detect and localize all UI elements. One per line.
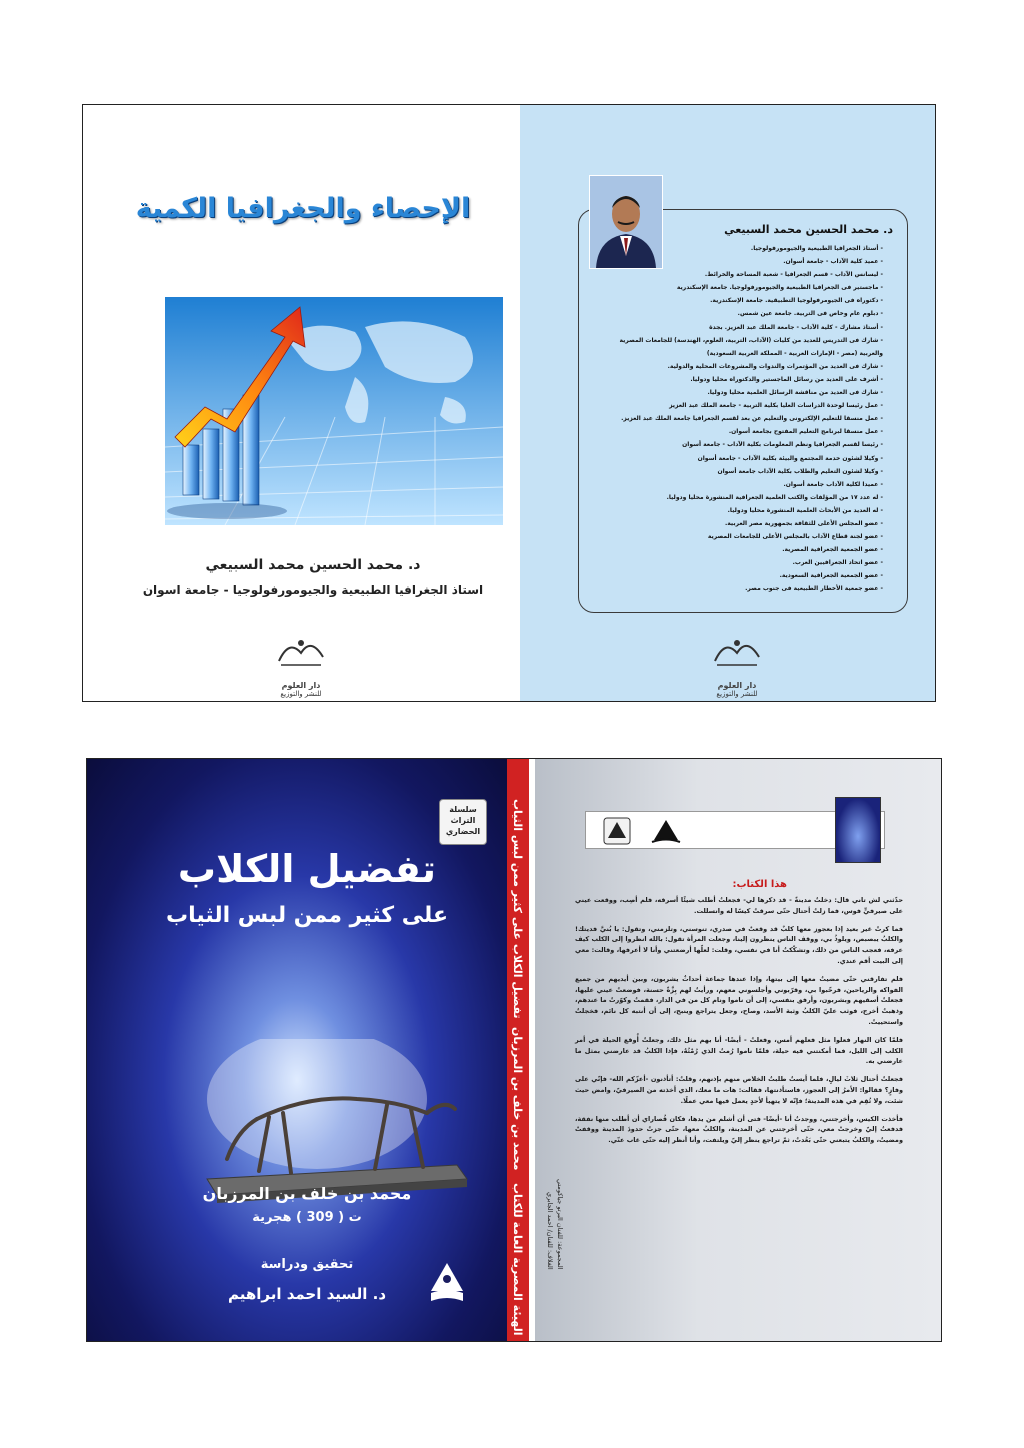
bio-item: - عميدا لكلية الآداب جامعة أسوان.: [783, 480, 883, 488]
book-title: تفضيل الكلاب: [177, 847, 437, 891]
publisher-name: دار العلوم: [717, 681, 757, 690]
bio-item: - ليسانس الآداب - قسم الجغرافيا - شعبة المساحة والخرائط.: [704, 271, 883, 279]
bio-item: - أشرف على العديد من رسائل الماجستير والدكتوراه محليا ودوليا.: [690, 375, 883, 383]
series-logo: سلسلة التراث الحضاري: [439, 799, 487, 845]
about-paragraph: فأخذت الكيس، وأخرجتني، ووجدتُ أنا -أيضًا- فتى أن أشلم من يدها، فكان قُصاراي أن أطلب منها نفقة، فدفعتُ إليّ وخرجتْ معي، حتّى أخرجتني عن المدينة، والكلبُ معها، حتّى جزتُ حدودَ المدينة ووقفتْ ومضيتُ، والكلبُ يتبعني حتّى بَعُدتُ، ثمّ تراجع ينظر إليّ ويلتفت، وأنا أنظر إليه حتّى غاب عنّي.: [575, 1114, 903, 1145]
growth-chart-illustration: [165, 297, 503, 525]
author-title: استاذ الجغرافيا الطبيعية والجيومورفولوجيا - جامعة اسوان: [142, 583, 484, 597]
gebo-logo-icon: [427, 1261, 467, 1303]
bio-item: - وكيلا لشئون خدمة المجتمع والبيئة بكلية الآداب - جامعة أسوان: [697, 454, 883, 462]
bio-item: - دبلوم عام وخاص فى التربية. جامعة عين شمس.: [737, 310, 883, 318]
bio-item: - وكيلا لشئون التعليم والطلاب بكلية الآداب جامعة أسوان: [717, 467, 883, 475]
editor-name: د. السيد احمد ابراهيم: [227, 1285, 387, 1303]
bio-item: والعربية (مصر - الإمارات العربية - المملكة العربية السعودية): [706, 349, 883, 357]
about-text: [575, 895, 903, 1153]
about-paragraph: فجعلتُ أحتال ثلاثَ ليالٍ، فلما أيستُ طلبتُ الخلاص منهم بإذنهم، وقلتُ: أتأذنون -أعزّكم الله- فإنّي على وفازٍ؟ فقالوا: الأمرُ إلى العجوز، فاستأذنتها، فقالت: هات ما معك، الذي أخذته من الصيرفيّ، وامض حيث شئت، ولا تُقِم في هذه المدينة؛ فإنّه لا يتهيأ لأحدٍ يعمل فيها معي عملًا.: [575, 1075, 903, 1105]
bio-item: - عمل منسقا للتعليم الإلكترونى والتعليم عن بعد لقسم الجغرافيا جامعة الملك عبد العزيز.: [621, 415, 883, 423]
bio-item: - عضو اتحاد الجغرافيين العرب.: [792, 559, 883, 567]
book-cover-statistics: [82, 104, 936, 702]
publisher-logo-icon: [707, 625, 767, 677]
cover-credits: [545, 1179, 565, 1270]
about-paragraph: حدّثني لش تاني قال: دخلتُ مدينةً - قد ذكرها لي- فجعلتُ أطلب شيئًا أسرقه، فلم أصِب، ووقعت عيني على صيرفيٍّ فوس، فما زلتُ أحتال حتّى سرقتُ كيسًا له وانسللت.: [575, 896, 903, 915]
bio-item: - عميد كلية الآداب - جامعة أسوان.: [783, 258, 883, 266]
mini-cover-thumbnail: [835, 797, 881, 863]
death-date: ت ( 309 ) هجرية: [252, 1210, 362, 1225]
bio-item: - رئيسا لقسم الجغرافيا ونظم المعلومات بكلية الآداب - جامعة أسوان: [682, 441, 883, 449]
spine-author: محمد بن خلف بن المرزبان: [511, 1027, 524, 1171]
about-paragraph: فلم تفارقني حتّى مضيتُ معها إلى بيتها، وإذا عندها جماعة أحداثٌ يشربون، وبين أيديهم من جميع الفواكه والرياحين، فرحّبوا بي، وقرّبوني وأجلسوني معهم، ورأيتُ لهم بِزَّةً حسنة، فوضعتُ عيني عليها، فجعلتُ أسقيهم وبشربون، وأرفق بنفسي، إلى أن ناموا ونام كل من في الدار، فقمتُ وكوّرتُ ما عندهم، وذهبتُ أخرج، فوثب عليّ الكلبُ وثبة الأسد، وصاح، وجعل يتراجع وينبح، إلى أن أنتبه كل نائم، فخجلتُ واستحييتُ.: [575, 974, 903, 1026]
bio-item: - له عدد ١٧ من المؤلفات والكتب العلمية الجغرافية المنشورة محليا ودوليا.: [666, 493, 883, 501]
publisher-logo-icon: [271, 625, 331, 677]
spine-publisher: الهيئة المصرية العامة للكتاب: [511, 1183, 524, 1336]
publisher-subtitle: للنشر والتوزيع: [716, 690, 758, 698]
book-subtitle: على كثير ممن لبس الثياب: [166, 903, 448, 928]
bio-item: - ماجستير فى الجغرافيا الطبيعية والجيومورفولوجيا. جامعة الإسكندرية: [676, 284, 883, 292]
credit-line: الغلاف: للفنان/ احمد الجابري: [546, 1191, 554, 1270]
biography-list: [583, 242, 883, 596]
book-title: الإحصاء والجغرافيا الكمية: [135, 193, 471, 224]
bio-item: - شارك فى العديد من المؤتمرات والندوات والمشروعات المحلية والدولية.: [667, 362, 883, 370]
bio-item: - عضو جمعية الأخطار الطبيعية فى جنوب مصر.: [745, 585, 883, 593]
about-paragraph: فما كرتُ غير بعيد إذا بعجوز معها كلبٌ قد وقعتْ في صدري، تنوسني، وتلزمني، وتقول: يا بُنيَّ فديتك! والكلبُ يبصبص، ويلوذُ بي، ووقف الناس ينظرون إلينا، وجعلت المرأة تقول: بالله انظروا إلى الكلب كيف عرفه، فعجب الناس من ذلك، وتشكّكتُ أنا في نفسي، وقلت: لعلّها أرضعتني وأنا لا أعرفها، وقالت: معي إلى البيت أقم عندي.: [575, 924, 903, 965]
publisher-logo-back: [707, 625, 767, 698]
bio-item: - شارك فى العديد من مناقشة الرسائل العلمية محليا ودوليا.: [707, 389, 883, 397]
bio-item: - دكتوراه فى الجيومرفولوجيا التطبيقية. جامعة الإسكندرية.: [710, 297, 883, 305]
bio-item: - عمل منسقا لبرنامج التعليم المفتوح بجامعة أسوان.: [728, 428, 883, 436]
author-name: محمد بن خلف بن المرزبان: [202, 1184, 412, 1203]
credit-line: المجموعة: للفنان البرتو جياكومتي: [556, 1179, 564, 1270]
publisher-subtitle: للنشر والتوزيع: [280, 690, 322, 698]
publisher-logo: [271, 625, 331, 698]
bio-item: - عمل رئيسا لوحدة الدراسات العليا بكلية التربية - جامعة الملك عبد العزيز: [669, 402, 883, 410]
bio-item: - عضو الجمعية الجغرافية المصرية.: [782, 546, 883, 554]
bio-item: - أستاذ الجغرافيا الطبيعية والجيومورفولوجيا.: [750, 245, 883, 252]
spine-title: تفضيل الكلاب على كثير ممن لبس الثياب: [511, 799, 524, 1019]
about-paragraph: فلمّا كان النهار فعلوا مثل فعلهم أمس، وفعلتُ - أيضًا- أنا بهم مثل ذلك، وجعلتُ أُوقع الحيلة في أمر الكلب إلى الليل، فما أمكنتني فيه حيلة، فلمّا ناموا رُمتُ الذي رُمْتُهُ، فإذا الكلبُ قد عارضني بمثل ما عارضني به.: [575, 1035, 903, 1066]
bio-item: - عضو لجنة قطاع الآداب بالمجلس الأعلى للجامعات المصرية: [707, 533, 883, 541]
front-cover: [83, 105, 520, 702]
about-heading: هذا الكتاب:: [732, 879, 787, 890]
book-cover-tafdil-al-kilab: [86, 758, 942, 1342]
author-name: د. محمد الحسين محمد السبيعي: [205, 557, 421, 573]
publisher-name: دار العلوم: [281, 681, 321, 690]
bio-item: - عضو الجمعية الجغرافية السعودية.: [779, 572, 883, 580]
bio-item: - عضو المجلس الأعلى للثقافة بجمهورية مصر العربية.: [725, 519, 883, 527]
bio-item: - شارك فى التدريس للعديد من كليات (الآداب، التربية، العلوم، الهندسة) للجامعات المصرية: [619, 336, 883, 344]
bio-item: - له العديد من الأبحاث العلمية المنشورة محليا ودوليا.: [727, 506, 883, 514]
bio-author-name: د. محمد الحسين محمد السبيعي: [724, 223, 893, 236]
study-label: تحقيق ودراسة: [260, 1257, 354, 1272]
bio-item: - أستاذ مشارك - كلية الآداب - جامعة الملك عبد العزيز. بجدة: [709, 323, 883, 331]
